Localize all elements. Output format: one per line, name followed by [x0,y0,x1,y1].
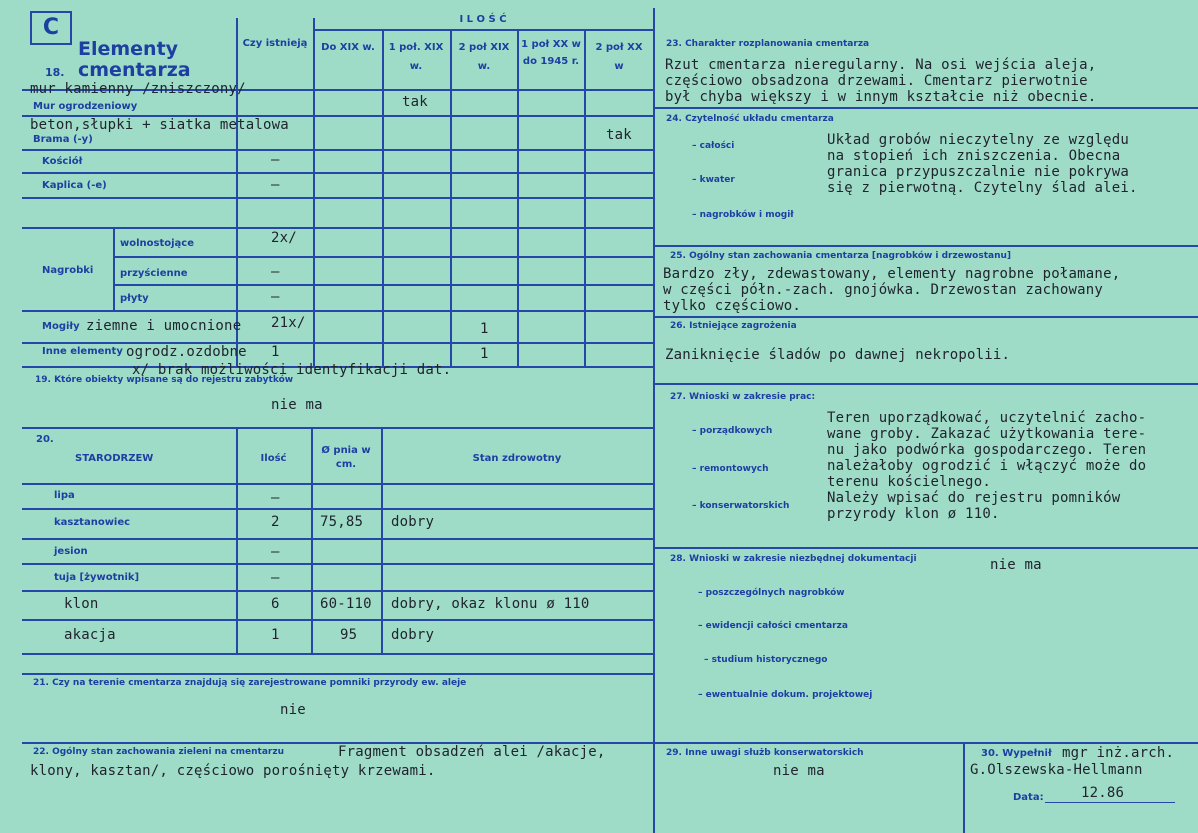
inne-col-value: 1 [480,346,489,362]
brama-label: Brama (-y) [33,134,93,145]
mogily-label: Mogiły [42,321,80,332]
grid-line [22,197,653,199]
section28-sub-2: – ewidencji całości cmentarza [698,621,848,631]
title-line-2: cmentarza [78,59,191,81]
section19-label: 19. Które obiekty wpisane są do rejestru zabytków [35,375,294,385]
date-value: 12.86 [1081,785,1125,801]
kosciol-label: Kościół [42,156,83,167]
przyscienne-label: przyścienne [120,268,188,279]
mur-col-value: tak [402,94,428,110]
section26-text: Zaniknięcie śladów po dawnej nekropolii. [665,347,1011,363]
kaplica-label: Kaplica (-e) [42,180,107,191]
section27-sub-1: – porządkowych [692,426,773,436]
tree-name: klon [64,596,99,612]
section27-text: Teren uporządkować, uczytelnić zacho- wane groby. Zakazać użytkowania tere- nu jako podwórka gospodarczego. Teren należałoby ogrodzić i włączyć może do terenu kościelnego. Należy wpisać do rejestru pomników przyrody klon ø 110. [827,410,1147,522]
tree-qty: 6 [271,596,280,612]
section24-sub-2: – kwater [692,175,735,185]
main-vertical-divider [653,8,655,742]
bottom-vertical-divider-2 [963,742,965,833]
section24-label: 24. Czytelność układu cmentarza [666,114,834,124]
section23-text: Rzut cmentarza nieregularny. Na osi wejścia aleja, częściowo obsadzona drzewami. Cmentarz pierwotnie był chyba większy i w innym kształcie niż obecnie. [665,57,1097,105]
section-title [78,39,191,81]
grid-line [113,227,115,310]
kaplica-value: – [271,177,280,193]
grid-line [113,284,653,286]
mogily-col-value: 1 [480,321,489,337]
grid-line [653,245,1198,247]
tree-state: dobry [391,627,435,643]
section20-number: 20. [36,434,54,445]
grid-line [653,547,1198,549]
inne-value: 1 [271,344,280,360]
grid-line [313,18,315,366]
section28-label: 28. Wnioski w zakresie niezbędnej dokumentacji [670,554,917,564]
section23-label: 23. Charakter rozplanowania cmentarza [666,39,870,49]
grid-line [653,383,1198,385]
tree-qty: 1 [271,627,280,643]
section28-sub-3: – studium historycznego [704,655,828,665]
tree-diameter: 95 [340,627,358,643]
grid-line [653,316,1198,318]
section26-label: 26. Istniejące zagrożenia [670,321,797,331]
tree-name: tuja [żywotnik] [54,572,140,583]
mur-label: Mur ogrodzeniowy [33,101,138,112]
tree-name: lipa [54,490,75,501]
title-line-1: Elementy [78,38,179,60]
grid-line [22,590,653,592]
section21-value: nie [280,702,306,718]
kosciol-value: – [271,152,280,168]
grid-line [22,227,653,229]
grid-line [653,107,1198,109]
col-header-5: 2 poł XX w [595,42,643,72]
section25-label: 25. Ogólny stan zachowania cmentarza [nagrobków i drzewostanu] [670,251,1011,261]
quantity-header: I L O Ś Ć [459,14,507,25]
section22-value-line2: klony, kasztan/, częściowo porośnięty krzewami. [30,763,436,779]
brama-value: beton,słupki + siatka metalowa [30,117,289,133]
grid-line [313,29,653,31]
bottom-vertical-divider-1 [653,742,655,833]
tree-diameter: 60-110 [320,596,372,612]
section24-sub-1: – całości [692,141,735,151]
col-header-3: 2 poł XIX w. [458,42,510,72]
grid-line [22,342,653,344]
tree-state: dobry, okaz klonu ø 110 [391,596,590,612]
section19-value: nie ma [271,397,323,413]
section30-value-line2: G.Olszewska-Hellmann [970,762,1143,778]
plyty-value: – [271,289,280,305]
section28-value: nie ma [990,557,1042,573]
exists-header: Czy istnieją [242,38,308,49]
mogily-type: ziemne i umocnione [86,318,242,334]
state-header: Stan zdrowotny [472,453,562,464]
diameter-header: Ø pnia w cm. [321,445,371,470]
section-number: 18. [45,66,65,79]
section30-label: 30. Wypełnił [981,748,1052,759]
grid-line [22,483,653,485]
footnote: x/ brak możliwości identyfikacji dat. [132,362,452,378]
tree-state: dobry [391,514,435,530]
tree-name: kasztanowiec [54,517,131,528]
tree-qty: – [271,490,280,506]
col-header-4: 1 poł XX w do 1945 r. [521,39,581,67]
nagrobki-label: Nagrobki [42,265,94,276]
grid-line [22,619,653,621]
grid-line [236,18,238,366]
grid-line [22,172,653,174]
grid-line [22,653,653,655]
section27-sub-2: – remontowych [692,464,769,474]
mogily-value: 21x/ [271,315,306,331]
grid-line [22,310,653,312]
section29-value: nie ma [773,763,825,779]
grid-line [22,508,653,510]
date-label: Data: [1013,792,1044,803]
przyscienne-value: – [271,264,280,280]
tree-diameter: 75,85 [320,514,364,530]
tree-qty: 2 [271,514,280,530]
section30-value-line1: mgr inż.arch. [1062,745,1175,761]
ilosc-header: Ilość [260,453,287,464]
section28-sub-1: – poszczególnych nagrobków [698,588,845,598]
tree-qty: – [271,570,280,586]
grid-line [113,256,653,258]
section24-sub-3: – nagrobków i mogił [692,210,794,220]
grid-line [22,563,653,565]
section21-label: 21. Czy na terenie cmentarza znajdują się zarejestrowane pomniki przyrody ew. aleje [33,678,467,688]
mur-value: mur kamienny /zniszczony/ [30,81,246,97]
inne-type: ogrodz.ozdobne [126,344,247,360]
plyty-label: płyty [120,293,149,304]
section25-text: Bardzo zły, zdewastowany, elementy nagrobne połamane, w części półn.-zach. gnojówka. Drzewostan zachowany tylko częściowo. [663,266,1121,314]
section-letter-box: C [30,11,72,45]
brama-col-value: tak [606,127,632,143]
section29-label: 29. Inne uwagi służb konserwatorskich [666,748,864,758]
section27-sub-3: – konserwatorskich [692,501,790,511]
starodrzew-header: STARODRZEW [75,453,154,464]
tree-name: akacja [64,627,116,643]
tree-name: jesion [54,546,88,557]
tree-qty: – [271,544,280,560]
bottom-horizontal-divider [22,742,1198,744]
grid-line [22,673,653,675]
section24-text: Układ grobów nieczytelny ze względu na stopień ich zniszczenia. Obecna granica przypuszczalnie nie pokrywa się z pierwotną. Czytelny ślad alei. [827,132,1138,196]
section22-value-line1: Fragment obsadzeń alei /akacje, [338,744,606,760]
section22-label: 22. Ogólny stan zachowania zieleni na cmentarzu [33,747,284,757]
grid-line [22,149,653,151]
wolnostojace-value: 2x/ [271,230,297,246]
grid-line [22,427,653,429]
date-underline [1045,802,1175,803]
section27-label: 27. Wnioski w zakresie prac: [670,392,816,402]
col-header-1: Do XIX w. [321,42,375,53]
section28-sub-4: – ewentualnie dokum. projektowej [698,690,873,700]
inne-label: Inne elementy [42,346,123,357]
col-header-2: 1 poł. XIX w. [388,42,444,72]
wolnostojace-label: wolnostojące [120,238,195,249]
grid-line [22,538,653,540]
